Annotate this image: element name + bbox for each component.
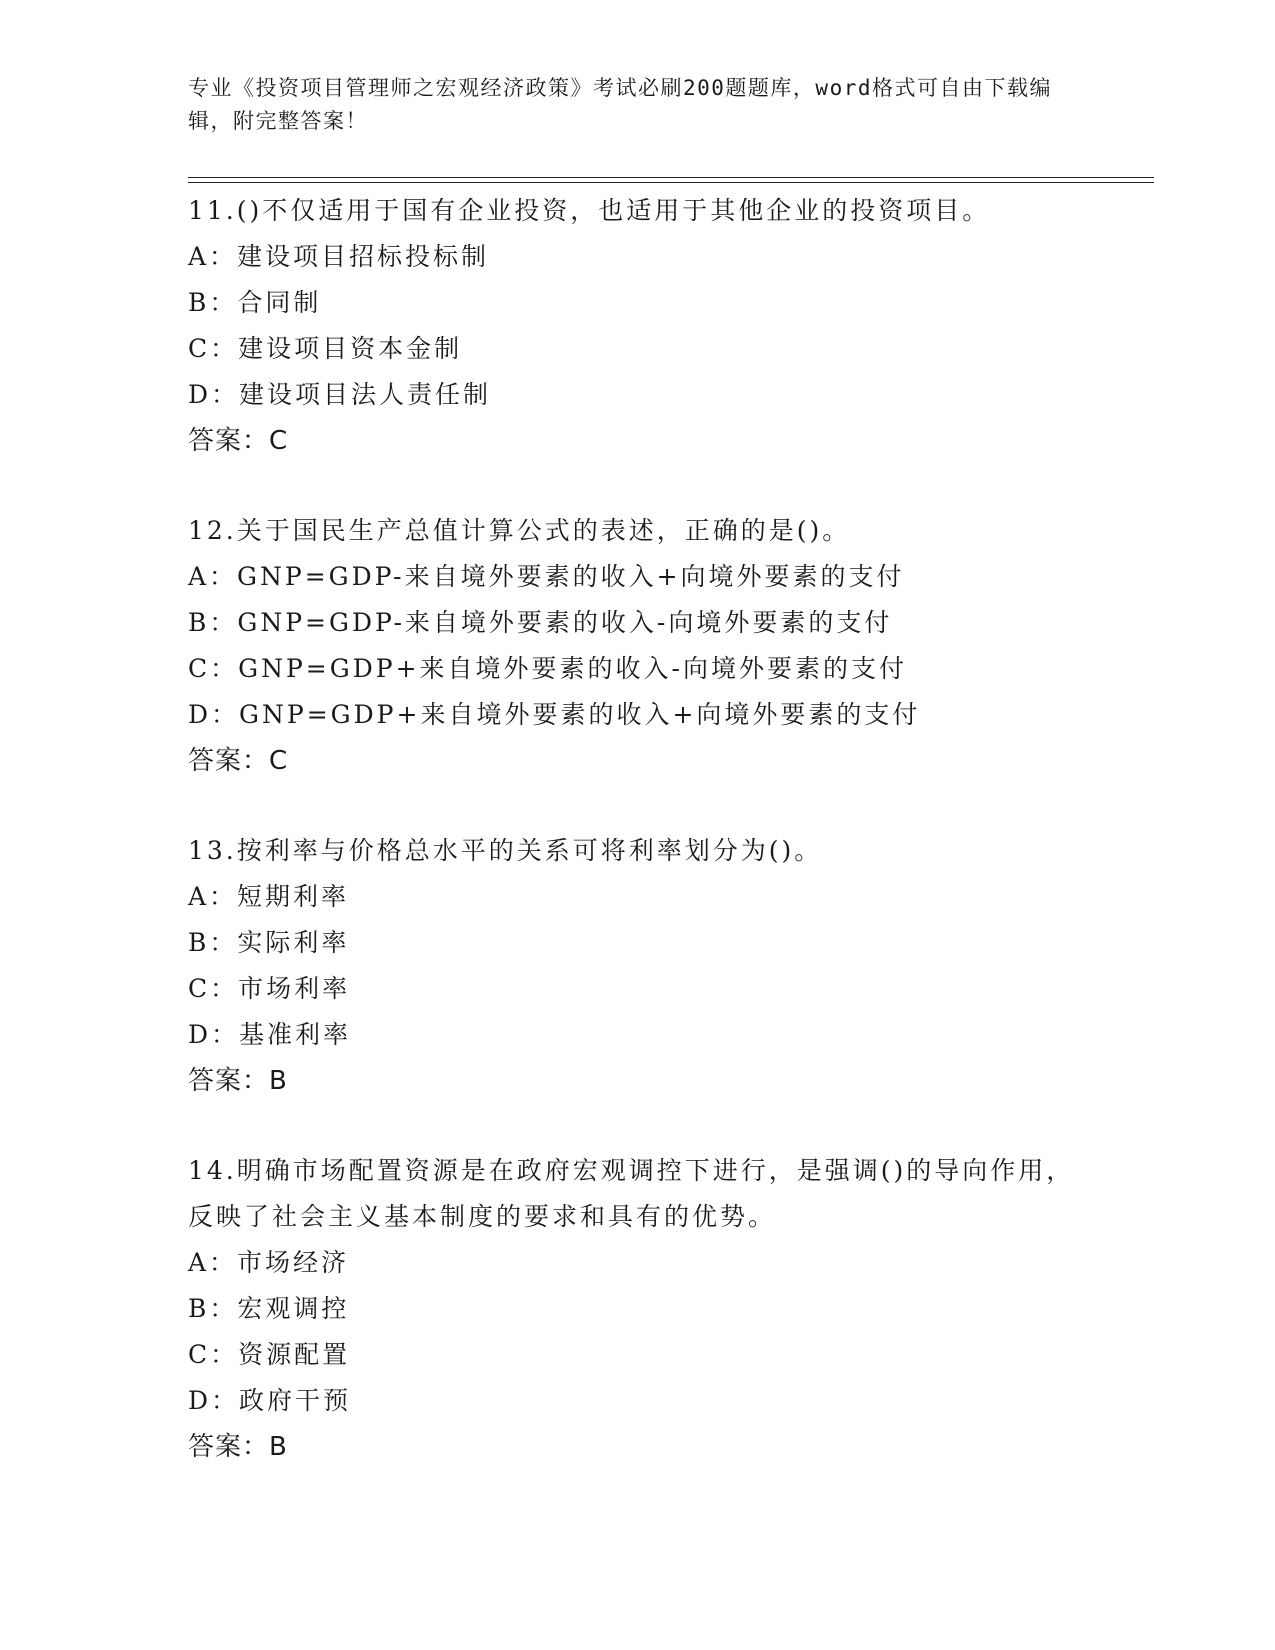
option-b: B：宏观调控 bbox=[188, 1294, 350, 1323]
header-divider-top bbox=[188, 177, 1154, 178]
header-divider-bottom bbox=[188, 182, 1154, 183]
option-a: A：GNP=GDP-来自境外要素的收入+向境外要素的支付 bbox=[188, 562, 905, 591]
answer: 答案：C bbox=[188, 746, 289, 776]
option-c: C：市场利率 bbox=[188, 974, 351, 1003]
option-d: D：GNP=GDP+来自境外要素的收入+向境外要素的支付 bbox=[188, 700, 921, 729]
option-b: B：GNP=GDP-来自境外要素的收入-向境外要素的支付 bbox=[188, 608, 893, 637]
option-c: C：资源配置 bbox=[188, 1340, 351, 1369]
answer: 答案：B bbox=[188, 1432, 288, 1462]
document-header-intro: 专业《投资项目管理师之宏观经济政策》考试必刷200题题库，word格式可自由下载编辑，附完整答案！ bbox=[188, 76, 1052, 133]
option-d: D：政府干预 bbox=[188, 1386, 352, 1415]
option-d: D：建设项目法人责任制 bbox=[188, 380, 492, 409]
question-stem: 13.按利率与价格总水平的关系可将利率划分为()。 bbox=[188, 836, 823, 865]
option-a: A：建设项目招标投标制 bbox=[188, 242, 490, 271]
option-a: A：市场经济 bbox=[188, 1248, 350, 1277]
answer: 答案：C bbox=[188, 426, 289, 456]
question-stem: 12.关于国民生产总值计算公式的表述，正确的是()。 bbox=[188, 516, 851, 545]
option-c: C：建设项目资本金制 bbox=[188, 334, 463, 363]
question-13 bbox=[188, 828, 1088, 1104]
question-stem: 11.()不仅适用于国有企业投资，也适用于其他企业的投资项目。 bbox=[188, 196, 991, 225]
option-b: B：合同制 bbox=[188, 288, 322, 317]
question-stem: 14.明确市场配置资源是在政府宏观调控下进行，是强调()的导向作用，反映了社会主义基本制度的要求和具有的优势。 bbox=[188, 1156, 1075, 1231]
question-11 bbox=[188, 188, 1088, 464]
option-a: A：短期利率 bbox=[188, 882, 350, 911]
option-d: D：基准利率 bbox=[188, 1020, 352, 1049]
answer: 答案：B bbox=[188, 1066, 288, 1096]
question-12 bbox=[188, 508, 1088, 784]
option-b: B：实际利率 bbox=[188, 928, 350, 957]
question-14 bbox=[188, 1148, 1088, 1470]
option-c: C：GNP=GDP+来自境外要素的收入-向境外要素的支付 bbox=[188, 654, 907, 683]
